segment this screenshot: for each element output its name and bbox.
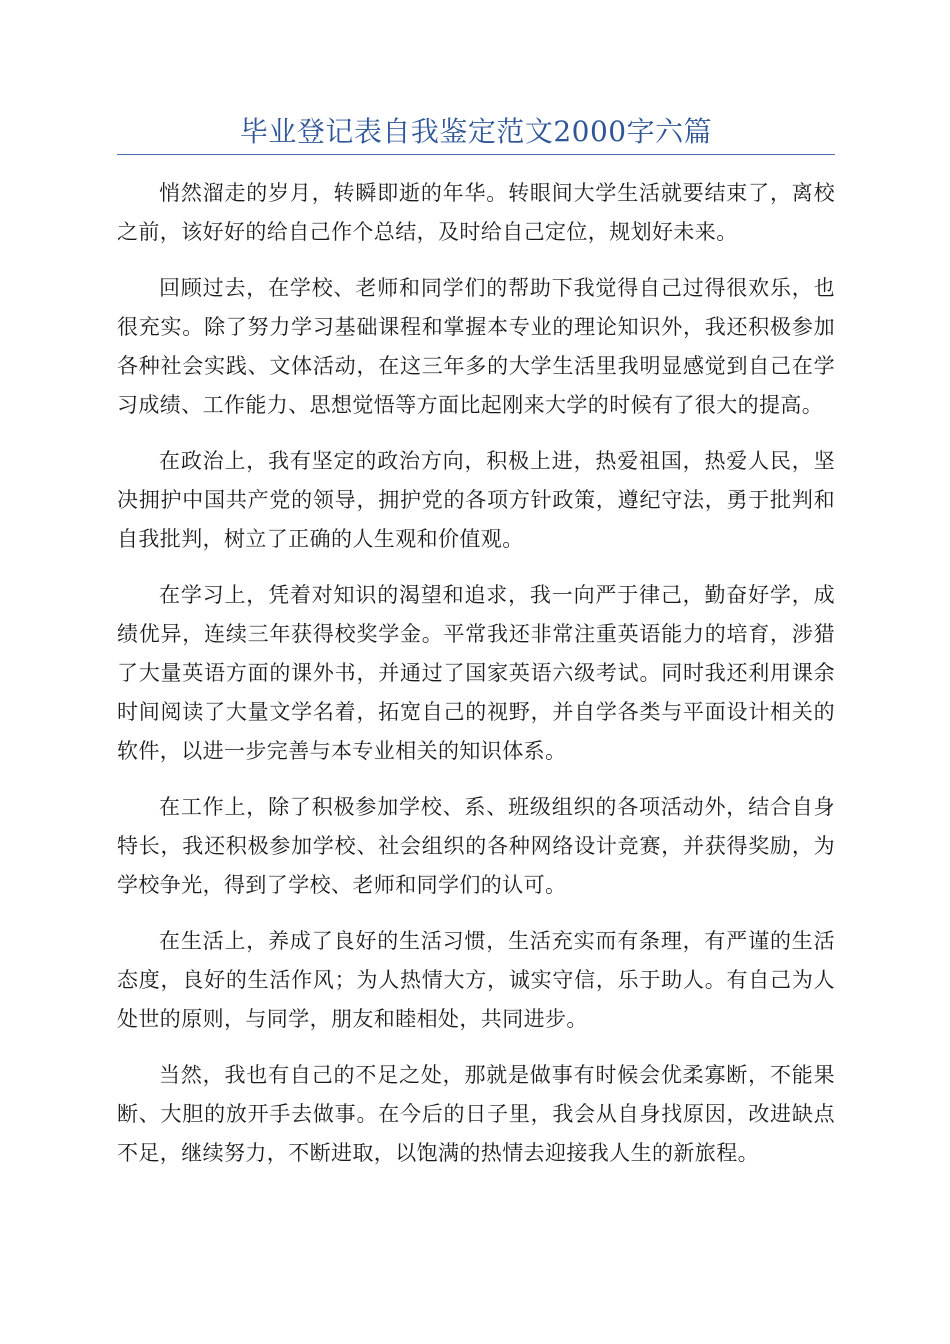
paragraph-7: 当然，我也有自己的不足之处，那就是做事有时候会优柔寡断，不能果断、大胆的放开手去做事。在今后的日子里，我会从自身找原因，改进缺点不足，继续努力，不断进取，以饱满的热情去迎接我人生的新旅程。 <box>117 1063 835 1165</box>
title-underline <box>117 154 835 155</box>
document-body <box>117 174 835 1190</box>
paragraph-4: 在学习上，凭着对知识的渴望和追求，我一向严于律己，勤奋好学，成绩优异，连续三年获得校奖学金。平常我还非常注重英语能力的培育，涉猎了大量英语方面的课外书，并通过了国家英语六级考试。同时我还利用课余时间阅读了大量文学名着，拓宽自己的视野，并自学各类与平面设计相关的软件，以进一步完善与本专业相关的知识体系。 <box>117 583 835 763</box>
paragraph-1: 悄然溜走的岁月，转瞬即逝的年华。转眼间大学生活就要结束了，离校之前，该好好的给自己作个总结，及时给自己定位，规划好未来。 <box>117 181 835 244</box>
paragraph-5: 在工作上，除了积极参加学校、系、班级组织的各项活动外，结合自身特长，我还积极参加学校、社会组织的各种网络设计竞赛，并获得奖励，为学校争光，得到了学校、老师和同学们的认可。 <box>117 795 835 897</box>
document-title: 毕业登记表自我鉴定范文2000字六篇 <box>239 115 713 148</box>
paragraph-3: 在政治上，我有坚定的政治方向，积极上进，热爱祖国，热爱人民，坚决拥护中国共产党的领导，拥护党的各项方针政策，遵纪守法，勇于批判和自我批判，树立了正确的人生观和价值观。 <box>117 449 835 551</box>
paragraph-6: 在生活上，养成了良好的生活习惯，生活充实而有条理，有严谨的生活态度，良好的生活作风；为人热情大方，诚实守信，乐于助人。有自己为人处世的原则，与同学，朋友和睦相处，共同进步。 <box>117 929 835 1031</box>
paragraph-2: 回顾过去，在学校、老师和同学们的帮助下我觉得自己过得很欢乐，也很充实。除了努力学习基础课程和掌握本专业的理论知识外，我还积极参加各种社会实践、文体活动，在这三年多的大学生活里我明显感觉到自己在学习成绩、工作能力、思想觉悟等方面比起刚来大学的时候有了很大的提高。 <box>117 276 835 417</box>
